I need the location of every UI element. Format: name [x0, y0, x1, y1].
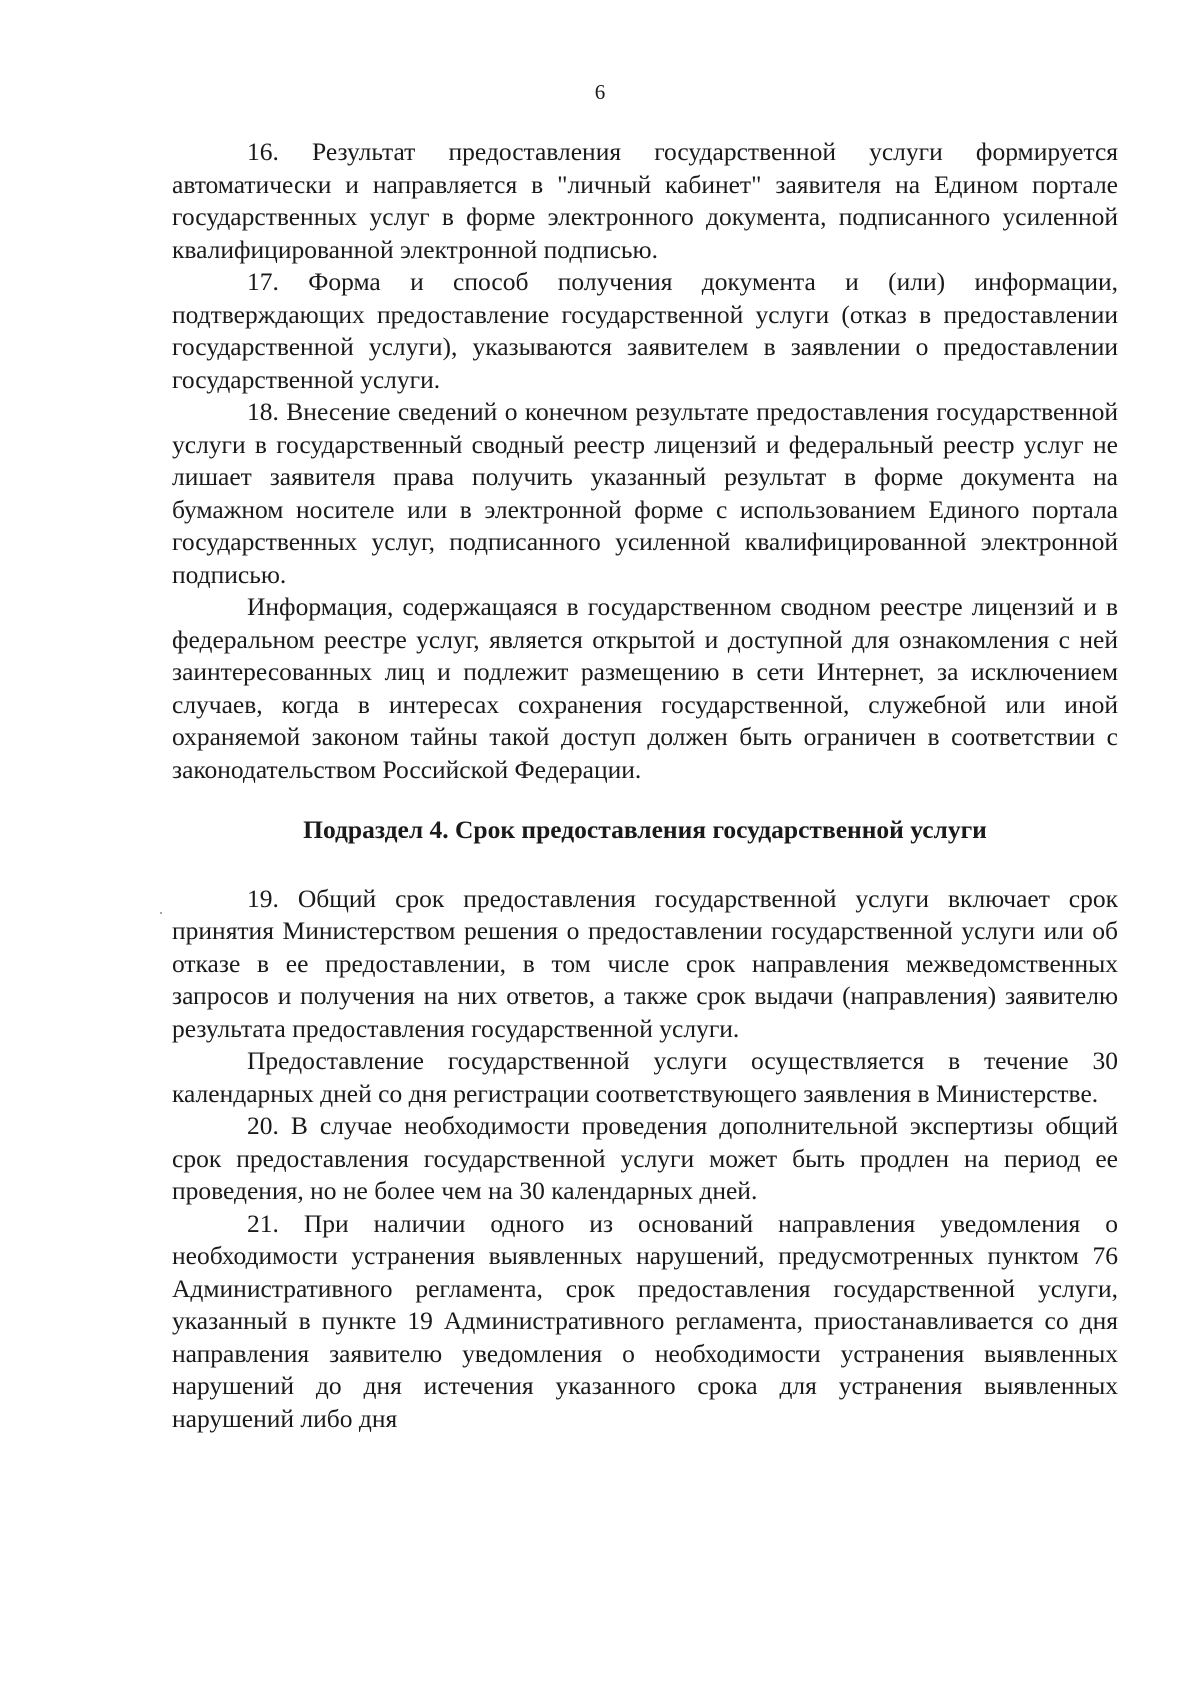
- page-number: 6: [594, 80, 606, 104]
- paragraph-registry-info: Информация, содержащаяся в государственном сводном реестре лицензий и в федеральном реестре услуг, является открытой и доступной для ознакомления с ней заинтересованных лиц и подлежит размещению в сети Интернет, за исключением случаев, когда в интересах сохранения государственной, служебной или иной охраняемой законом тайны такой доступ должен быть ограничен в соответствии с законодательством Российской Федерации.: [172, 592, 1118, 784]
- scan-speck: [160, 912, 162, 914]
- paragraph-18: 18. Внесение сведений о конечном результате предоставления государственной услуги в государственный сводный реестр лицензий и федеральный реестр услуг не лишает заявителя права получить указанный результат в форме документа на бумажном носителе или в электронной форме с использованием Единого портала государственных услуг, подписанного усиленной квалифицированной электронной подписью.: [172, 397, 1118, 589]
- paragraph-19: 19. Общий срок предоставления государственной услуги включает срок принятия Министерством решения о предоставлении государственной услуги или об отказе в ее предоставлении, в том числе срок направления межведомственных запросов и получения на них ответов, а также срок выдачи (направления) заявителю результата предоставления государственной услуги.: [172, 883, 1118, 1043]
- paragraph-17: 17. Форма и способ получения документа и (или) информации, подтверждающих предоставление государственной услуги (отказ в предоставлении государственной услуги), указываются заявителем в заявлении о предоставлении государственной услуги.: [172, 267, 1118, 394]
- paragraph-16: 16. Результат предоставления государственной услуги формируется автоматически и направляется в "личный кабинет" заявителя на Едином портале государственных услуг в форме электронного документа, подписанного усиленной квалифицированной электронной подписью.: [172, 137, 1118, 264]
- paragraph-service-term: Предоставление государственной услуги осуществляется в течение 30 календарных дней со дня регистрации соответствующего заявления в Министерстве.: [172, 1046, 1118, 1108]
- paragraph-20: 20. В случае необходимости проведения дополнительной экспертизы общий срок предоставления государственной услуги может быть продлен на период ее проведения, но не более чем на 30 календарных дней.: [172, 1111, 1118, 1205]
- subsection-heading: Подраздел 4. Срок предоставления государственной услуги: [303, 815, 987, 844]
- paragraph-21: 21. При наличии одного из оснований направления уведомления о необходимости устранения выявленных нарушений, предусмотренных пунктом 76 Административного регламента, срок предоставления государственной услуги, указанный в пункте 19 Административного регламента, приостанавливается со дня направления заявителю уведомления о необходимости устранения выявленных нарушений до дня истечения указанного срока для устранения выявленных нарушений либо дня: [172, 1208, 1118, 1433]
- document-body: [172, 136, 1118, 1435]
